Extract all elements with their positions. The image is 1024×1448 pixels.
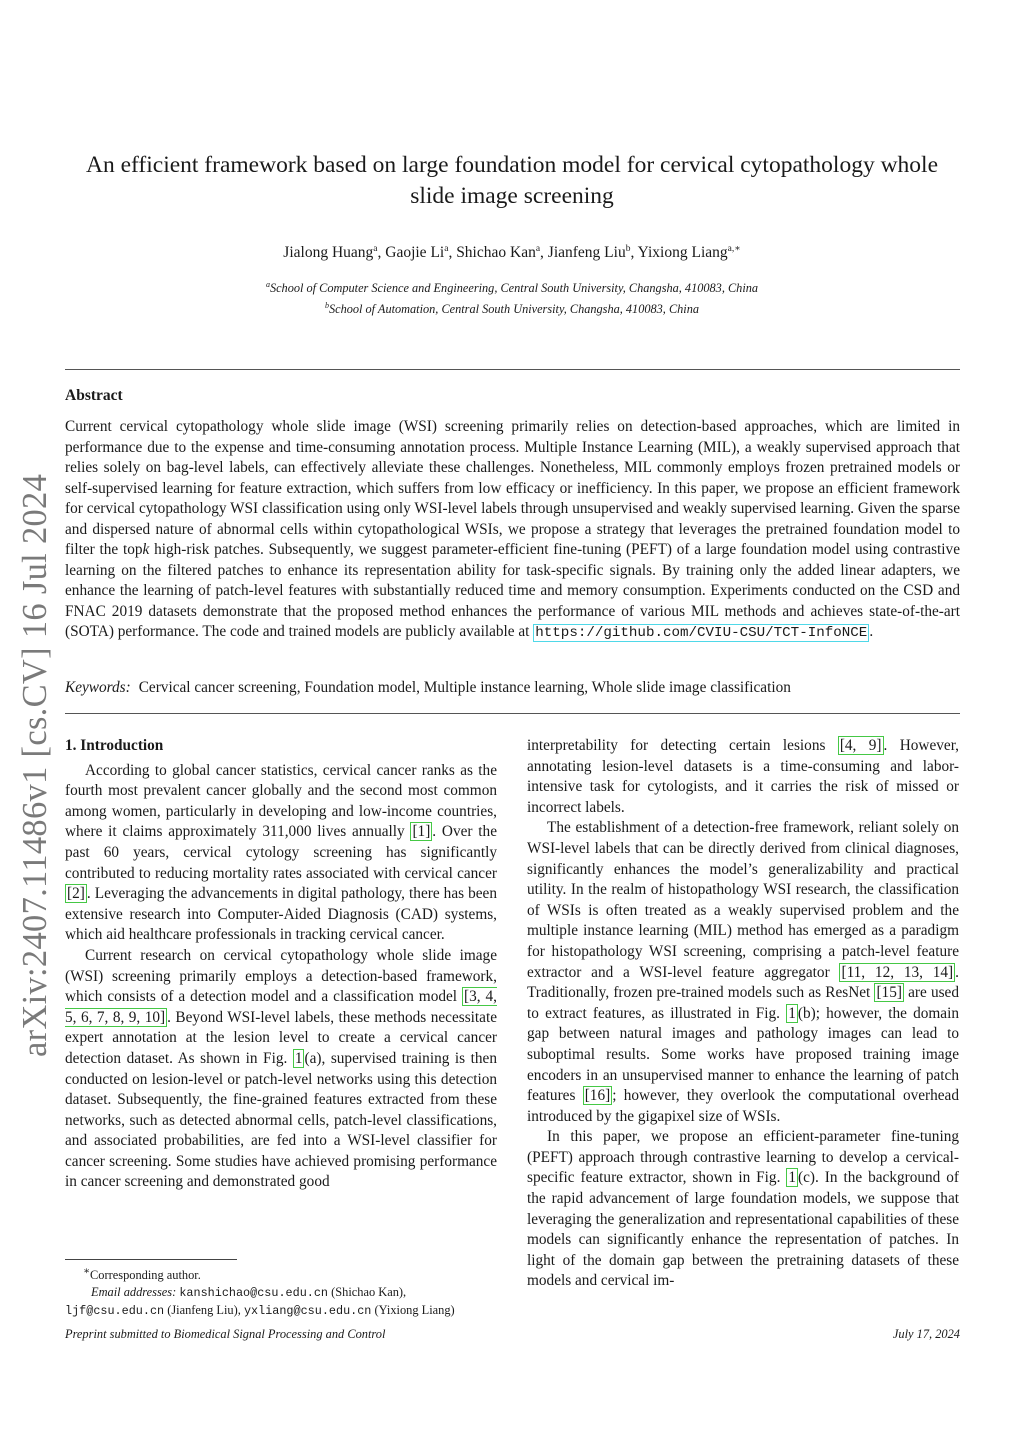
right-column [527, 736, 959, 1292]
author-name: Jianfeng Liu [547, 244, 626, 262]
footnote-divider [65, 1259, 237, 1260]
footer-journal: Preprint submitted to Biomedical Signal Processing and Control [65, 1327, 386, 1341]
keywords-label: Keywords: [65, 679, 131, 696]
author-sup: b [625, 244, 631, 254]
abstract-end: . [869, 623, 874, 640]
author-name: Gaojie Li [385, 244, 445, 262]
abstract-topk: k [142, 541, 150, 558]
email-link[interactable]: kanshichao@csu.edu.cn [179, 1286, 329, 1301]
intro-paragraph-2: Current research on cervical cytopathology whole slide image (WSI) screening primarily employs a detection-based framework, which consists of a detection model and a classification model [3, 4, 5, 6, 7, 8, 9, 10] . Beyond WSI-level labels, these methods necessitate expert annotation at the lesion level to create a cervical cancer detection dataset. As shown in Fig. 1 (a), supervised training is then conducted on lesion-level or patch-level networks using this detection dataset. Subsequently, the fine-grained features extracted from these networks, such as detected abnormal cells, patch-level classifications, and associated probabilities, are fed into a WSI-level classifier for cancer screening. Some studies have achieved promising performance in cancer screening and demonstrated good [65, 946, 497, 1191]
author-list: Jialong Huang$^a$, Gaojie Li$^a$, Shichao Kan$^a$, Jianfeng Liu$^b$, Yixiong Liang$^{a,∗}$ [283, 244, 741, 262]
footnote-star: ∗ [83, 1266, 91, 1277]
keywords [65, 678, 960, 698]
affiliation-a [60, 276, 964, 297]
email-link[interactable]: yxliang@csu.edu.cn [243, 1304, 372, 1319]
citation-link[interactable]: [11, 12, 13, 14] [841, 963, 954, 981]
affiliation-b [60, 297, 964, 318]
figure-link[interactable]: 1 [294, 1049, 303, 1067]
author-sup: a,∗ [727, 244, 741, 254]
abstract-body [65, 417, 960, 644]
author-sup: a [373, 244, 378, 254]
code-repo-link[interactable]: https://github.com/CVIU-CSU/TCT-InfoNCE [535, 625, 868, 641]
arxiv-side-stamp: arXiv:2407.11486v1 [cs.CV] 16 Jul 2024 [16, 473, 54, 1057]
abstract-heading: Abstract [65, 387, 123, 404]
footnote-emails-cont: ljf@csu.edu.cn (Jianfeng Liu), yxliang@csu.edu.cn (Yixiong Liang) [65, 1303, 455, 1319]
top-divider [65, 369, 960, 370]
citation-link[interactable]: [1] [412, 823, 431, 841]
footer-date: July 17, 2024 [892, 1327, 960, 1341]
figure-link[interactable]: 1 [788, 1004, 796, 1022]
paper-title [60, 150, 964, 212]
intro-paragraph-3: The establishment of a detection-free framework, reliant solely on WSI-level labels that can be directly derived from clinical diagnoses, significantly enhances the model’s generalizability and practical utility. In the realm of histopathology WSI research, the classification of WSIs is often treated as a weakly supervised problem and the multiple instance learning (MIL) method has emerged as a paradigm for histopathology WSI screening, comprising a patch-level feature extractor and a WSI-level feature aggregator [11, 12, 13, 14] . Traditionally, frozen pre-trained models such as ResNet [15] are used to extract features, as illustrated in Fig. 1 (b); however, the domain gap between natural images and pathology images can lead to suboptimal results. Some works have proposed training image encoders in an unsupervised manner to enhance the learning of patch features [16] ; however, they overlook the computational overhead introduced by the gigapixel size of WSIs. [527, 819, 959, 1125]
figure-link[interactable]: 1 [788, 1169, 797, 1187]
intro-paragraph-2-cont: interpretability for detecting certain lesions [4, 9] . However, annotating lesion-level datasets is a time-consuming and labor-intensive task for cytologists, and it carries the risk of missed or incorrect labels. [527, 737, 959, 816]
author-name: Jialong Huang [283, 244, 374, 262]
footnote-emails: Email addresses: kanshichao@csu.edu.cn (Shichao Kan), [91, 1285, 407, 1301]
citation-link[interactable]: [15] [876, 984, 902, 1002]
title-line-1: An efficient framework based on large foundation model for cervical cytopathology whole [85, 152, 939, 178]
author-name: Shichao Kan [456, 244, 536, 262]
abstract-text: Current cervical cytopathology whole slide image (WSI) screening primarily relies on detection-based approaches, which are limited in performance due to the expense and time-consuming annotation process. Multiple Instance Learning (MIL), a weakly supervised approach that relies solely on bag-level labels, can effectively alleviate these challenges. Nonetheless, MIL commonly employs frozen pretrained models or self-supervised learning for feature extraction, which suffers from low efficacy or inefficiency. In this paper, we propose an efficient framework for cervical cytopathology WSI classification using only WSI-level labels through unsupervised and weakly supervised learning. Given the sparse and dispersed nature of abnormal cells within cytopathological WSIs, we propose a strategy that leverages the pretrained foundation model to filter the top [65, 418, 960, 558]
affiliation-text: School of Computer Science and Engineering, Central South University, Changsha, 410083, China [269, 281, 759, 296]
citation-link[interactable]: [3, 4, 5, 6, 7, 8, 9, 10] [65, 988, 497, 1026]
abstract-text: high-risk patches. Subsequently, we suggest parameter-efficient fine-tuning (PEFT) of a large foundation model using contrastive learning on the filtered patches to enhance its representation ability for task-specific signals. By training only the added linear adapters, we enhance the learning of patch-level features with substantially reduced time and memory consumption. Experiments conducted on the CSD and FNAC 2019 datasets demonstrate that the proposed method enhances the performance of various MIL methods and achieves state-of-the-art (SOTA) performance. The code and trained models are publicly available at [65, 541, 960, 640]
footnote-corresponding: ∗Corresponding author. [83, 1266, 201, 1283]
author-sup: a [444, 244, 449, 254]
section-heading: 1. Introduction [65, 737, 164, 754]
citation-link[interactable]: [4, 9] [839, 737, 882, 754]
title-line-2: slide image screening [410, 183, 614, 209]
abstract-divider [65, 713, 960, 714]
affiliation-sup: a [265, 280, 270, 289]
affiliation-text: School of Automation, Central South University, Changsha, 410083, China [328, 302, 700, 317]
citation-link[interactable]: [16] [584, 1087, 611, 1105]
author-sup: a [535, 244, 541, 254]
intro-paragraph-1: According to global cancer statistics, cervical cancer ranks as the fourth most prevalent cancer globally and the second most common among women, particularly in developing and low-income countries, where it claims approximately 311,000 lives annually [1] . Over the past 60 years, cervical cytology screening has significantly contributed to reducing mortality rates associated with cervical cancer [2] . Leveraging the advancements in digital pathology, there has been extensive research into Computer-Aided Diagnosis (CAD) systems, which aid healthcare professionals in tracking cervical cancer. [65, 761, 497, 944]
footnote [65, 1263, 505, 1320]
keywords-text: Cervical cancer screening, Foundation model, Multiple instance learning, Whole slide image classification [138, 679, 791, 696]
affiliation-sup: b [324, 301, 329, 311]
affiliations [60, 276, 964, 318]
left-column [65, 736, 497, 1193]
citation-link[interactable]: [2] [67, 885, 85, 903]
intro-paragraph-4: In this paper, we propose an efficient-parameter fine-tuning (PEFT) approach through contrastive learning to develop a cervical-specific feature extractor, shown in Fig. 1 (c). In the background of the rapid advancement of large foundation models, we suppose that leveraging the generalization and representational capabilities of these models can significantly enhance the representation of patches. In light of the domain gap between the pretraining datasets of these models and cervical im- [527, 1128, 959, 1290]
email-link[interactable]: ljf@csu.edu.cn [65, 1304, 165, 1319]
author-name: Yixiong Liang [637, 244, 728, 262]
